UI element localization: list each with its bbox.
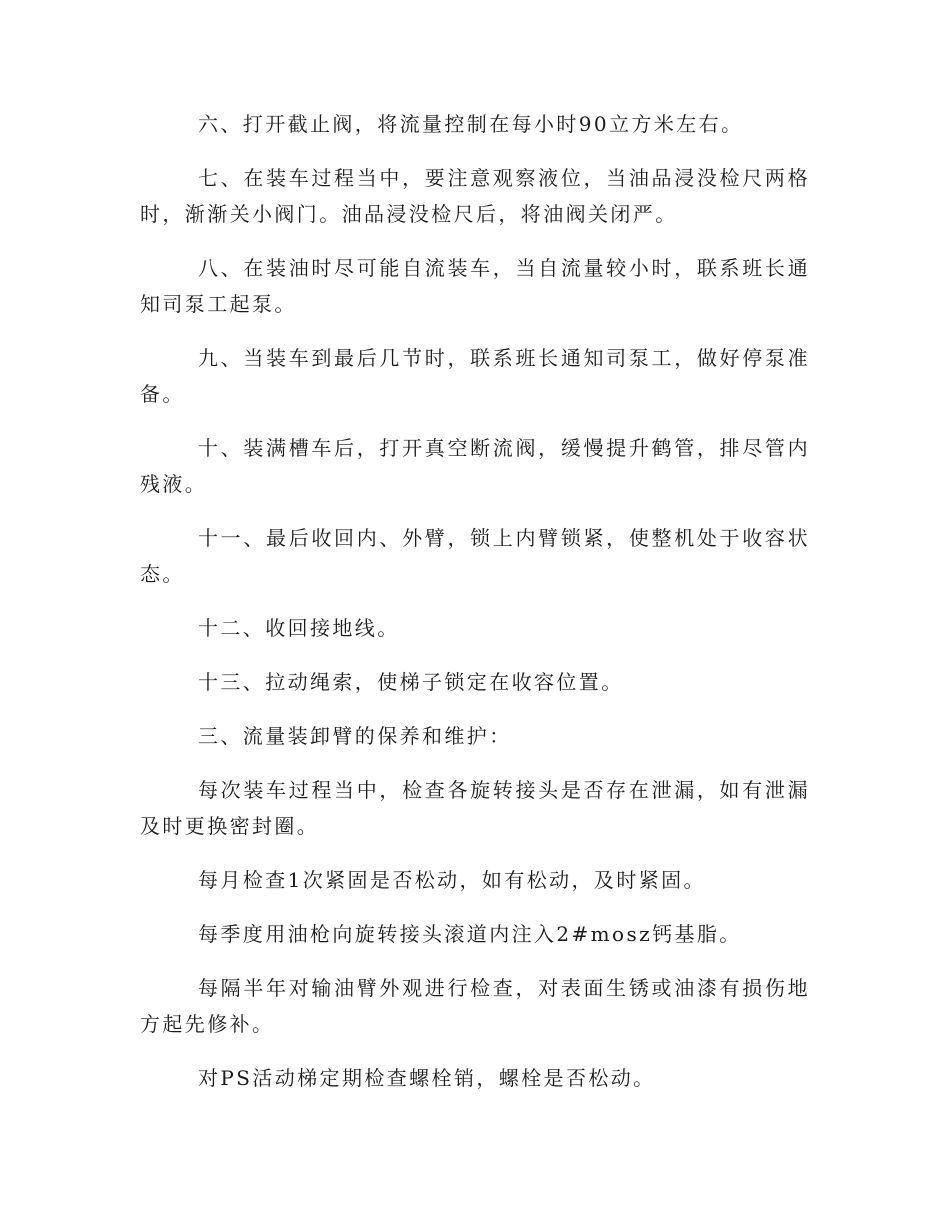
document-body bbox=[140, 106, 810, 1096]
paragraph-step-6: 六、打开截止阀，将流量控制在每小时90立方米左右。 bbox=[198, 112, 744, 136]
paragraph-step-7: 七、在装车过程当中，要注意观察液位，当油品浸没检尺两格时，渐渐关小阀门。油品浸没检尺后，将油阀关闭严。 bbox=[140, 166, 810, 226]
paragraph-step-10: 十、装满槽车后，打开真空断流阀，缓慢提升鹤管，排尽管内残液。 bbox=[140, 436, 810, 496]
paragraph-step-11: 十一、最后收回内、外臂，锁上内臂锁紧，使整机处于收容状态。 bbox=[140, 526, 810, 586]
paragraph-step-12: 十二、收回接地线。 bbox=[198, 616, 400, 640]
paragraph-step-9: 九、当装车到最后几节时，联系班长通知司泵工，做好停泵准备。 bbox=[140, 346, 810, 406]
paragraph-maintenance-monthly: 每月检查1次紧固是否松动，如有松动，及时紧固。 bbox=[198, 868, 706, 892]
paragraph-maintenance-each-load: 每次装车过程当中，检查各旋转接头是否存在泄漏，如有泄漏及时更换密封圈。 bbox=[140, 778, 810, 838]
paragraph-maintenance-semiannual: 每隔半年对输油臂外观进行检查，对表面生锈或油漆有损伤地方起先修补。 bbox=[140, 976, 810, 1036]
section-heading-maintenance: 三、流量装卸臂的保养和维护： bbox=[198, 724, 512, 748]
paragraph-maintenance-ladder: 对PS活动梯定期检查螺栓销，螺栓是否松动。 bbox=[198, 1066, 656, 1090]
paragraph-maintenance-quarterly: 每季度用油枪向旋转接头滚道内注入2#mosz钙基脂。 bbox=[198, 922, 742, 946]
paragraph-step-8: 八、在装油时尽可能自流装车，当自流量较小时，联系班长通知司泵工起泵。 bbox=[140, 256, 810, 316]
paragraph-step-13: 十三、拉动绳索，使梯子锁定在收容位置。 bbox=[198, 670, 624, 694]
